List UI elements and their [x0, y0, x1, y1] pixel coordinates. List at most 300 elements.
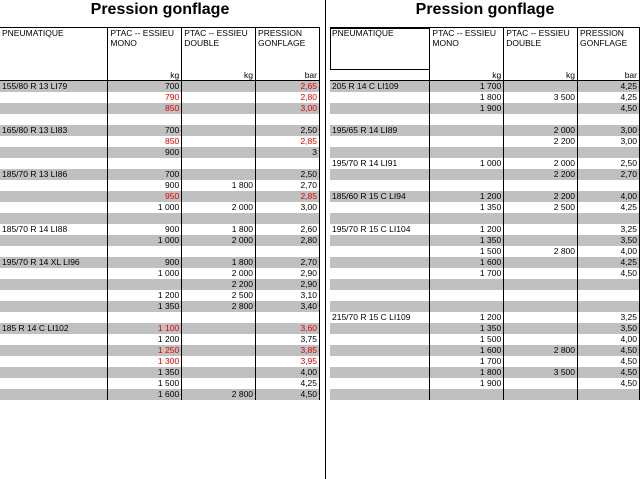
- load-cell[interactable]: 1 600: [430, 345, 504, 356]
- tire-size-cell[interactable]: [330, 345, 430, 356]
- load-cell[interactable]: 700: [108, 81, 182, 93]
- table-row: [0, 202, 320, 213]
- tire-size-cell[interactable]: [330, 301, 430, 312]
- pressure-cell[interactable]: 2,85: [256, 191, 320, 202]
- table-row: [330, 323, 640, 334]
- load-cell[interactable]: [504, 268, 578, 279]
- load-cell[interactable]: 1 500: [108, 378, 182, 389]
- unit-cell[interactable]: kg: [504, 70, 578, 81]
- tire-size-cell[interactable]: [0, 202, 108, 213]
- pressure-cell[interactable]: 2,60: [256, 224, 320, 235]
- pressure-cell[interactable]: 2,90: [256, 268, 320, 279]
- table-row: [330, 114, 640, 125]
- load-cell[interactable]: 1 600: [430, 257, 504, 268]
- table-row: [330, 389, 640, 400]
- load-cell[interactable]: [430, 279, 504, 290]
- load-cell[interactable]: 1 700: [430, 81, 504, 93]
- load-cell[interactable]: [504, 257, 578, 268]
- load-cell[interactable]: [430, 125, 504, 136]
- pressure-cell[interactable]: [256, 158, 320, 169]
- pressure-cell[interactable]: 4,25: [256, 378, 320, 389]
- column-header[interactable]: PTAC -- ESSIEU DOUBLE: [504, 28, 578, 71]
- pressure-cell[interactable]: 3,10: [256, 290, 320, 301]
- load-cell[interactable]: 900: [108, 147, 182, 158]
- load-cell[interactable]: [504, 213, 578, 224]
- tire-size-cell[interactable]: [330, 389, 430, 400]
- load-cell[interactable]: [182, 356, 256, 367]
- table-row: [330, 279, 640, 290]
- tire-size-cell[interactable]: [330, 268, 430, 279]
- tire-size-cell[interactable]: 165/80 R 13 LI83: [0, 125, 108, 136]
- pressure-cell[interactable]: 3,95: [256, 356, 320, 367]
- pressure-cell[interactable]: 4,25: [578, 257, 640, 268]
- table-header-row: [330, 28, 640, 71]
- tire-size-cell[interactable]: 195/65 R 14 LI89: [330, 125, 430, 136]
- sheet-divider: [325, 0, 326, 479]
- table-row: [0, 268, 320, 279]
- tire-size-cell[interactable]: [330, 334, 430, 345]
- pressure-cell[interactable]: 3,25: [578, 224, 640, 235]
- load-cell[interactable]: [182, 169, 256, 180]
- load-cell[interactable]: [182, 345, 256, 356]
- load-cell[interactable]: [108, 279, 182, 290]
- tire-size-cell[interactable]: [330, 235, 430, 246]
- load-cell[interactable]: 1 700: [430, 356, 504, 367]
- pressure-cell[interactable]: 2,70: [256, 180, 320, 191]
- pressure-cell[interactable]: 2,80: [256, 92, 320, 103]
- load-cell[interactable]: 900: [108, 180, 182, 191]
- tire-size-cell[interactable]: [0, 191, 108, 202]
- right-pressure-table: [330, 27, 640, 400]
- table-row: [330, 213, 640, 224]
- pressure-cell[interactable]: 3,00: [578, 125, 640, 136]
- pressure-cell[interactable]: 3,00: [256, 202, 320, 213]
- tire-size-cell[interactable]: [0, 301, 108, 312]
- unit-cell[interactable]: kg: [182, 70, 256, 81]
- pressure-cell[interactable]: [578, 147, 640, 158]
- table-row: [0, 356, 320, 367]
- load-cell[interactable]: 2 200: [504, 191, 578, 202]
- tire-size-cell[interactable]: [330, 180, 430, 191]
- table-row: [0, 301, 320, 312]
- load-cell[interactable]: 1 200: [430, 312, 504, 323]
- pressure-cell[interactable]: [578, 180, 640, 191]
- tire-size-cell[interactable]: [330, 213, 430, 224]
- load-cell[interactable]: 3 500: [504, 367, 578, 378]
- tire-size-cell[interactable]: [0, 147, 108, 158]
- tire-size-cell[interactable]: 185/60 R 15 C LI94: [330, 191, 430, 202]
- column-header[interactable]: PNEUMATIQUE: [330, 28, 430, 71]
- load-cell[interactable]: 1 300: [108, 356, 182, 367]
- table-row: [330, 202, 640, 213]
- tire-size-cell[interactable]: [0, 268, 108, 279]
- pressure-cell[interactable]: 3,50: [578, 323, 640, 334]
- tire-size-cell[interactable]: [330, 290, 430, 301]
- load-cell[interactable]: [182, 103, 256, 114]
- tire-size-cell[interactable]: [0, 279, 108, 290]
- pressure-cell[interactable]: 3,75: [256, 334, 320, 345]
- load-cell[interactable]: 900: [108, 257, 182, 268]
- table-row: [330, 257, 640, 268]
- column-header[interactable]: PRESSION GONFLAGE: [256, 28, 320, 71]
- tire-size-cell[interactable]: [0, 345, 108, 356]
- table-row: [330, 136, 640, 147]
- tire-size-cell[interactable]: [0, 213, 108, 224]
- unit-row: [0, 70, 320, 81]
- column-header[interactable]: PTAC -- ESSIEU DOUBLE: [182, 28, 256, 71]
- pressure-cell[interactable]: 2,70: [256, 257, 320, 268]
- unit-cell[interactable]: bar: [256, 70, 320, 81]
- pressure-cell[interactable]: 2,85: [256, 136, 320, 147]
- load-cell[interactable]: [504, 323, 578, 334]
- load-cell[interactable]: 1 800: [182, 257, 256, 268]
- pressure-cell[interactable]: [578, 114, 640, 125]
- load-cell[interactable]: 1 200: [430, 191, 504, 202]
- load-cell[interactable]: [430, 213, 504, 224]
- tire-size-cell[interactable]: 195/70 R 14 XL LI96: [0, 257, 108, 268]
- table-row: [0, 235, 320, 246]
- pressure-cell[interactable]: 2,80: [256, 235, 320, 246]
- pressure-cell[interactable]: 4,50: [578, 268, 640, 279]
- load-cell[interactable]: [504, 180, 578, 191]
- load-cell[interactable]: 1 000: [108, 202, 182, 213]
- tire-size-cell[interactable]: 185 R 14 C LI102: [0, 323, 108, 334]
- tire-size-cell[interactable]: [0, 136, 108, 147]
- table-row: [330, 169, 640, 180]
- table-row: [330, 312, 640, 323]
- table-row: [0, 169, 320, 180]
- tire-size-cell[interactable]: [0, 103, 108, 114]
- load-cell[interactable]: [430, 290, 504, 301]
- load-cell[interactable]: [430, 147, 504, 158]
- unit-cell[interactable]: [0, 70, 108, 81]
- load-cell[interactable]: 1 700: [430, 268, 504, 279]
- tire-size-cell[interactable]: [0, 290, 108, 301]
- load-cell[interactable]: [182, 312, 256, 323]
- tire-size-cell[interactable]: [330, 169, 430, 180]
- table-row: [0, 378, 320, 389]
- column-header[interactable]: PTAC -- ESSIEU MONO: [108, 28, 182, 71]
- load-cell[interactable]: [108, 158, 182, 169]
- load-cell[interactable]: [108, 114, 182, 125]
- table-row: [0, 125, 320, 136]
- table-header-row: [0, 28, 320, 71]
- tire-size-cell[interactable]: [0, 158, 108, 169]
- load-cell[interactable]: 1 350: [108, 301, 182, 312]
- pressure-cell[interactable]: [256, 114, 320, 125]
- load-cell[interactable]: [504, 103, 578, 114]
- load-cell[interactable]: [182, 367, 256, 378]
- tire-size-cell[interactable]: [330, 147, 430, 158]
- table-row: [0, 345, 320, 356]
- unit-row: [330, 70, 640, 81]
- load-cell[interactable]: 2 200: [182, 279, 256, 290]
- load-cell[interactable]: 1 800: [182, 180, 256, 191]
- load-cell[interactable]: 1 250: [108, 345, 182, 356]
- load-cell[interactable]: 3 500: [504, 92, 578, 103]
- table-row: [330, 125, 640, 136]
- load-cell[interactable]: [430, 180, 504, 191]
- load-cell[interactable]: [504, 279, 578, 290]
- table-row: [330, 158, 640, 169]
- table-row: [0, 290, 320, 301]
- table-row: [0, 92, 320, 103]
- table-row: [330, 147, 640, 158]
- load-cell[interactable]: [108, 213, 182, 224]
- load-cell[interactable]: 1 200: [108, 290, 182, 301]
- pressure-cell[interactable]: 4,50: [578, 378, 640, 389]
- load-cell[interactable]: 1 800: [430, 92, 504, 103]
- unit-cell[interactable]: [330, 70, 430, 81]
- load-cell[interactable]: [504, 334, 578, 345]
- pressure-cell[interactable]: [578, 389, 640, 400]
- pressure-cell[interactable]: 4,25: [578, 81, 640, 93]
- pressure-cell[interactable]: [256, 312, 320, 323]
- unit-cell[interactable]: kg: [108, 70, 182, 81]
- table-row: [0, 224, 320, 235]
- load-cell[interactable]: [182, 125, 256, 136]
- tire-size-cell[interactable]: 185/70 R 13 LI86: [0, 169, 108, 180]
- unit-cell[interactable]: bar: [578, 70, 640, 81]
- load-cell[interactable]: [504, 378, 578, 389]
- left-pressure-table: [0, 27, 320, 400]
- load-cell[interactable]: 900: [108, 224, 182, 235]
- tire-size-cell[interactable]: 205 R 14 C LI109: [330, 81, 430, 93]
- load-cell[interactable]: [504, 81, 578, 93]
- load-cell[interactable]: 1 900: [430, 103, 504, 114]
- pressure-cell[interactable]: 4,00: [578, 334, 640, 345]
- load-cell[interactable]: [430, 114, 504, 125]
- tire-size-cell[interactable]: 155/80 R 13 LI79: [0, 81, 108, 93]
- load-cell[interactable]: 1 350: [430, 202, 504, 213]
- load-cell[interactable]: 1 200: [108, 334, 182, 345]
- tire-size-cell[interactable]: [330, 367, 430, 378]
- tire-size-cell[interactable]: [0, 246, 108, 257]
- tire-size-cell[interactable]: [330, 92, 430, 103]
- load-cell[interactable]: 2 000: [182, 235, 256, 246]
- tire-size-cell[interactable]: [330, 378, 430, 389]
- pressure-cell[interactable]: 2,65: [256, 81, 320, 93]
- tire-size-cell[interactable]: 195/70 R 15 C LI104: [330, 224, 430, 235]
- load-cell[interactable]: [504, 235, 578, 246]
- tire-size-cell[interactable]: [0, 378, 108, 389]
- pressure-cell[interactable]: 2,50: [578, 158, 640, 169]
- load-cell[interactable]: 950: [108, 191, 182, 202]
- tire-size-cell[interactable]: [330, 246, 430, 257]
- pressure-cell[interactable]: 4,50: [578, 103, 640, 114]
- table-row: [330, 224, 640, 235]
- tire-size-cell[interactable]: 215/70 R 15 C LI109: [330, 312, 430, 323]
- pressure-cell[interactable]: 3,00: [256, 103, 320, 114]
- table-row: [0, 334, 320, 345]
- load-cell[interactable]: 1 350: [108, 367, 182, 378]
- right-sheet: [330, 0, 640, 479]
- table-row: [330, 180, 640, 191]
- load-cell[interactable]: [504, 301, 578, 312]
- tire-size-cell[interactable]: [330, 114, 430, 125]
- pressure-cell[interactable]: 3,25: [578, 312, 640, 323]
- table-row: [0, 213, 320, 224]
- unit-cell[interactable]: kg: [430, 70, 504, 81]
- tire-size-cell[interactable]: [0, 334, 108, 345]
- load-cell[interactable]: 1 350: [430, 235, 504, 246]
- table-row: [330, 301, 640, 312]
- load-cell[interactable]: 1 600: [108, 389, 182, 400]
- load-cell[interactable]: 700: [108, 125, 182, 136]
- load-cell[interactable]: 2 000: [504, 158, 578, 169]
- column-header[interactable]: PRESSION GONFLAGE: [578, 28, 640, 71]
- load-cell[interactable]: [182, 92, 256, 103]
- pressure-cell[interactable]: 2,50: [256, 169, 320, 180]
- load-cell[interactable]: [108, 246, 182, 257]
- table-row: [0, 389, 320, 400]
- load-cell[interactable]: 850: [108, 103, 182, 114]
- load-cell[interactable]: [182, 378, 256, 389]
- load-cell[interactable]: 1 500: [430, 246, 504, 257]
- load-cell[interactable]: [504, 312, 578, 323]
- load-cell[interactable]: [182, 158, 256, 169]
- pressure-cell[interactable]: [578, 290, 640, 301]
- tire-size-cell[interactable]: [0, 235, 108, 246]
- load-cell[interactable]: 1 100: [108, 323, 182, 334]
- table-row: [0, 257, 320, 268]
- tire-size-cell[interactable]: [0, 389, 108, 400]
- pressure-cell[interactable]: [578, 279, 640, 290]
- load-cell[interactable]: 2 000: [182, 268, 256, 279]
- tire-size-cell[interactable]: [330, 136, 430, 147]
- load-cell[interactable]: [504, 290, 578, 301]
- pressure-cell[interactable]: 4,25: [578, 202, 640, 213]
- table-row: [0, 246, 320, 257]
- load-cell[interactable]: [504, 114, 578, 125]
- tire-size-cell[interactable]: 195/70 R 14 LI91: [330, 158, 430, 169]
- load-cell[interactable]: 2 500: [182, 290, 256, 301]
- pressure-cell[interactable]: 4,50: [578, 367, 640, 378]
- pressure-cell[interactable]: 3,40: [256, 301, 320, 312]
- pressure-cell[interactable]: 2,70: [578, 169, 640, 180]
- tire-size-cell[interactable]: [330, 356, 430, 367]
- load-cell[interactable]: [108, 312, 182, 323]
- tire-size-cell[interactable]: [0, 367, 108, 378]
- load-cell[interactable]: [430, 389, 504, 400]
- load-cell[interactable]: 1 000: [108, 268, 182, 279]
- load-cell[interactable]: 2 200: [504, 136, 578, 147]
- load-cell[interactable]: 2 800: [182, 389, 256, 400]
- pressure-cell[interactable]: 4,00: [578, 191, 640, 202]
- pressure-cell[interactable]: 3,60: [256, 323, 320, 334]
- pressure-cell[interactable]: 3,00: [578, 136, 640, 147]
- right-title: Pression gonflage: [415, 1, 555, 18]
- load-cell[interactable]: 1 350: [430, 323, 504, 334]
- table-row: [330, 345, 640, 356]
- pressure-cell[interactable]: [578, 301, 640, 312]
- pressure-cell[interactable]: 4,50: [256, 389, 320, 400]
- pressure-cell[interactable]: 2,50: [256, 125, 320, 136]
- tire-size-cell[interactable]: 185/70 R 14 LI88: [0, 224, 108, 235]
- pressure-cell[interactable]: 3,85: [256, 345, 320, 356]
- tire-size-cell[interactable]: [330, 279, 430, 290]
- table-row: [330, 290, 640, 301]
- tire-size-cell[interactable]: [330, 202, 430, 213]
- load-cell[interactable]: 850: [108, 136, 182, 147]
- load-cell[interactable]: [430, 136, 504, 147]
- load-cell[interactable]: 1 000: [108, 235, 182, 246]
- load-cell[interactable]: 2 800: [182, 301, 256, 312]
- load-cell[interactable]: 2 200: [504, 169, 578, 180]
- tire-size-cell[interactable]: [0, 312, 108, 323]
- column-header[interactable]: PNEUMATIQUE: [0, 28, 108, 71]
- table-row: [0, 191, 320, 202]
- pressure-cell[interactable]: 2,90: [256, 279, 320, 290]
- tire-size-cell[interactable]: [0, 114, 108, 125]
- load-cell[interactable]: [182, 323, 256, 334]
- load-cell[interactable]: [504, 147, 578, 158]
- load-cell[interactable]: [430, 169, 504, 180]
- table-row: [330, 81, 640, 93]
- column-header[interactable]: PTAC -- ESSIEU MONO: [430, 28, 504, 71]
- load-cell[interactable]: 2 800: [504, 246, 578, 257]
- load-cell[interactable]: 2 000: [504, 125, 578, 136]
- tire-size-cell[interactable]: [330, 257, 430, 268]
- load-cell[interactable]: 1 800: [430, 367, 504, 378]
- tire-size-cell[interactable]: [0, 356, 108, 367]
- pressure-cell[interactable]: 4,50: [578, 356, 640, 367]
- load-cell[interactable]: [182, 334, 256, 345]
- load-cell[interactable]: [182, 246, 256, 257]
- pressure-cell[interactable]: 3: [256, 147, 320, 158]
- table-row: [0, 323, 320, 334]
- load-cell[interactable]: 1 200: [430, 224, 504, 235]
- load-cell[interactable]: 700: [108, 169, 182, 180]
- load-cell[interactable]: 1 000: [430, 158, 504, 169]
- pressure-cell[interactable]: 3,50: [578, 235, 640, 246]
- pressure-cell[interactable]: 4,00: [256, 367, 320, 378]
- load-cell[interactable]: 1 800: [182, 224, 256, 235]
- load-cell[interactable]: [182, 81, 256, 93]
- tire-size-cell[interactable]: [330, 103, 430, 114]
- load-cell[interactable]: [182, 213, 256, 224]
- load-cell[interactable]: 2 500: [504, 202, 578, 213]
- load-cell[interactable]: 2 800: [504, 345, 578, 356]
- load-cell[interactable]: [182, 191, 256, 202]
- load-cell[interactable]: 1 500: [430, 334, 504, 345]
- tire-size-cell[interactable]: [330, 323, 430, 334]
- pressure-cell[interactable]: 4,25: [578, 92, 640, 103]
- pressure-cell[interactable]: 4,00: [578, 246, 640, 257]
- pressure-cell[interactable]: [256, 246, 320, 257]
- load-cell[interactable]: 2 000: [182, 202, 256, 213]
- table-row: [0, 114, 320, 125]
- load-cell[interactable]: 1 900: [430, 378, 504, 389]
- load-cell[interactable]: 790: [108, 92, 182, 103]
- pressure-cell[interactable]: [578, 213, 640, 224]
- table-row: [0, 103, 320, 114]
- load-cell[interactable]: [504, 389, 578, 400]
- table-row: [330, 268, 640, 279]
- load-cell[interactable]: [504, 224, 578, 235]
- load-cell[interactable]: [504, 356, 578, 367]
- pressure-cell[interactable]: 4,50: [578, 345, 640, 356]
- load-cell[interactable]: [182, 114, 256, 125]
- load-cell[interactable]: [430, 301, 504, 312]
- pressure-cell[interactable]: [256, 213, 320, 224]
- load-cell[interactable]: [182, 147, 256, 158]
- load-cell[interactable]: [182, 136, 256, 147]
- table-row: [330, 356, 640, 367]
- tire-size-cell[interactable]: [0, 180, 108, 191]
- tire-size-cell[interactable]: [0, 92, 108, 103]
- table-row: [330, 367, 640, 378]
